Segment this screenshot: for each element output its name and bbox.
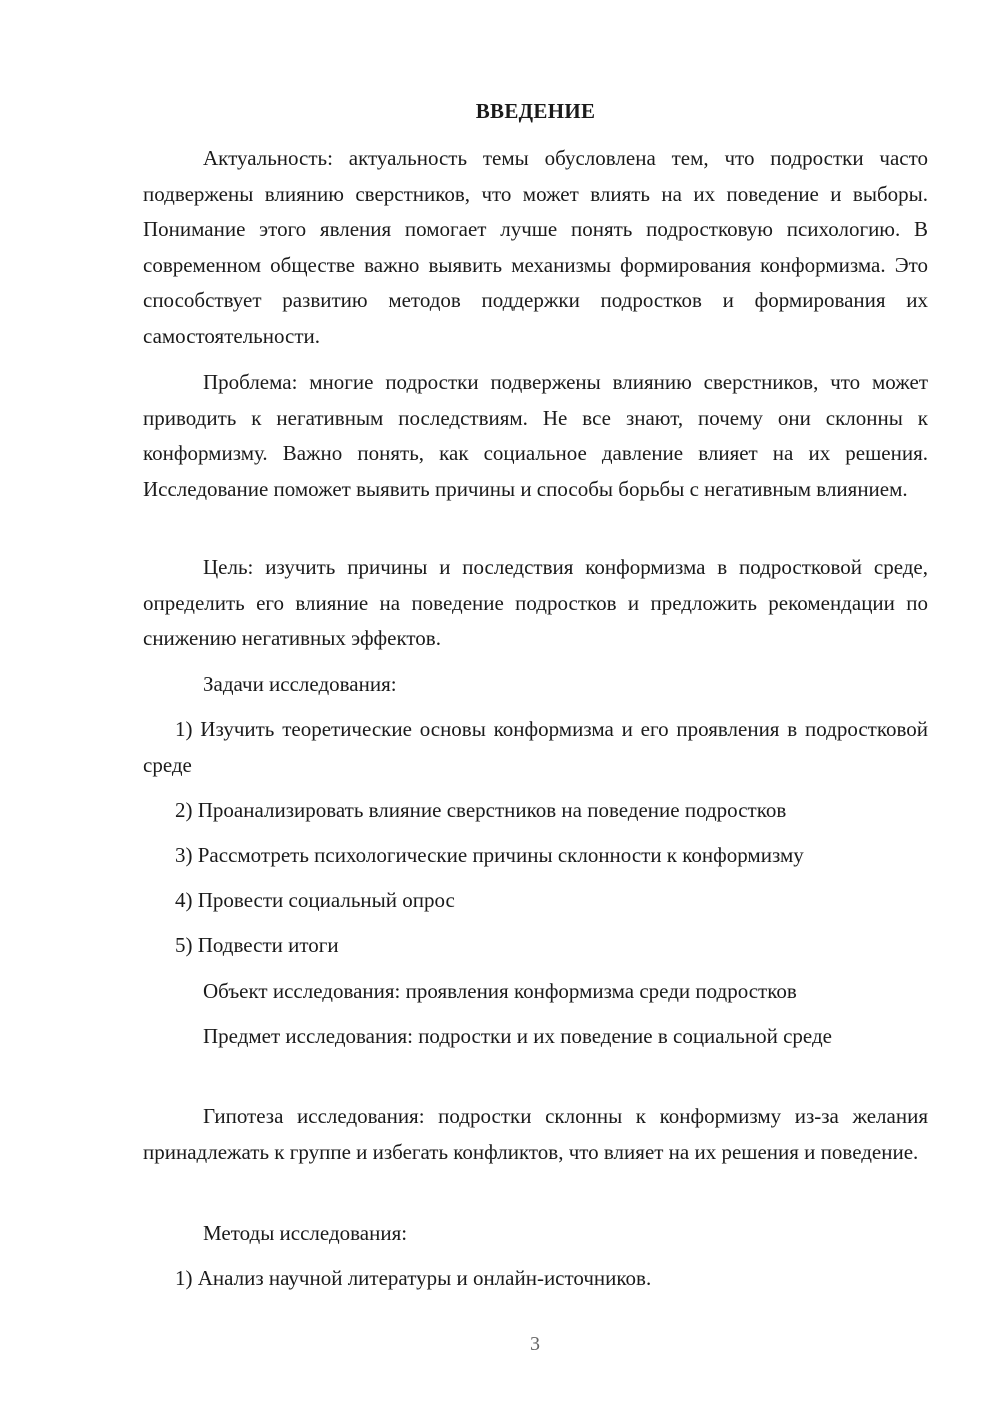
problem-paragraph: Проблема: многие подростки подвержены влиянию сверстников, что может приводить к негативным последствиям. Не все знают, почему они склонны к конформизму. Важно понять, как социальное давление влияет на их решения. Исследование поможет выявить причины и способы борьбы с негативным влиянием. bbox=[143, 370, 928, 501]
task-item-3: 3) Рассмотреть психологические причины склонности к конформизму bbox=[175, 843, 804, 867]
relevance-paragraph: Актуальность: актуальность темы обусловлена тем, что подростки часто подвержены влиянию сверстников, что может влиять на их поведение и выборы. Понимание этого явления помогает лучше понять подростковую психологию. В современном обществе важно выявить механизмы формирования конформизма. Это способствует развитию методов поддержки подростков и формирования их самостоятельности. bbox=[143, 146, 928, 348]
page-number: 3 bbox=[530, 1333, 540, 1355]
method-item-1: 1) Анализ научной литературы и онлайн-источников. bbox=[175, 1266, 652, 1290]
task-item-1: 1) Изучить теоретические основы конформизма и его проявления в подростковой среде bbox=[143, 717, 928, 777]
subject-paragraph: Предмет исследования: подростки и их поведение в социальной среде bbox=[203, 1024, 832, 1048]
task-item-2: 2) Проанализировать влияние сверстников на поведение подростков bbox=[175, 798, 787, 822]
task-item-4: 4) Провести социальный опрос bbox=[175, 888, 455, 912]
methods-heading: Методы исследования: bbox=[203, 1221, 408, 1245]
tasks-heading: Задачи исследования: bbox=[203, 672, 397, 696]
task-item-5: 5) Подвести итоги bbox=[175, 933, 339, 957]
page-title: ВВЕДЕНИЕ bbox=[475, 99, 596, 123]
goal-paragraph: Цель: изучить причины и последствия конформизма в подростковой среде, определить его влияние на поведение подростков и предложить рекомендации по снижению негативных эффектов. bbox=[143, 555, 928, 650]
hypothesis-paragraph: Гипотеза исследования: подростки склонны к конформизму из-за желания принадлежать к группе и избегать конфликтов, что влияет на их решения и поведение. bbox=[143, 1104, 928, 1164]
object-paragraph: Объект исследования: проявления конформизма среди подростков bbox=[203, 979, 797, 1003]
